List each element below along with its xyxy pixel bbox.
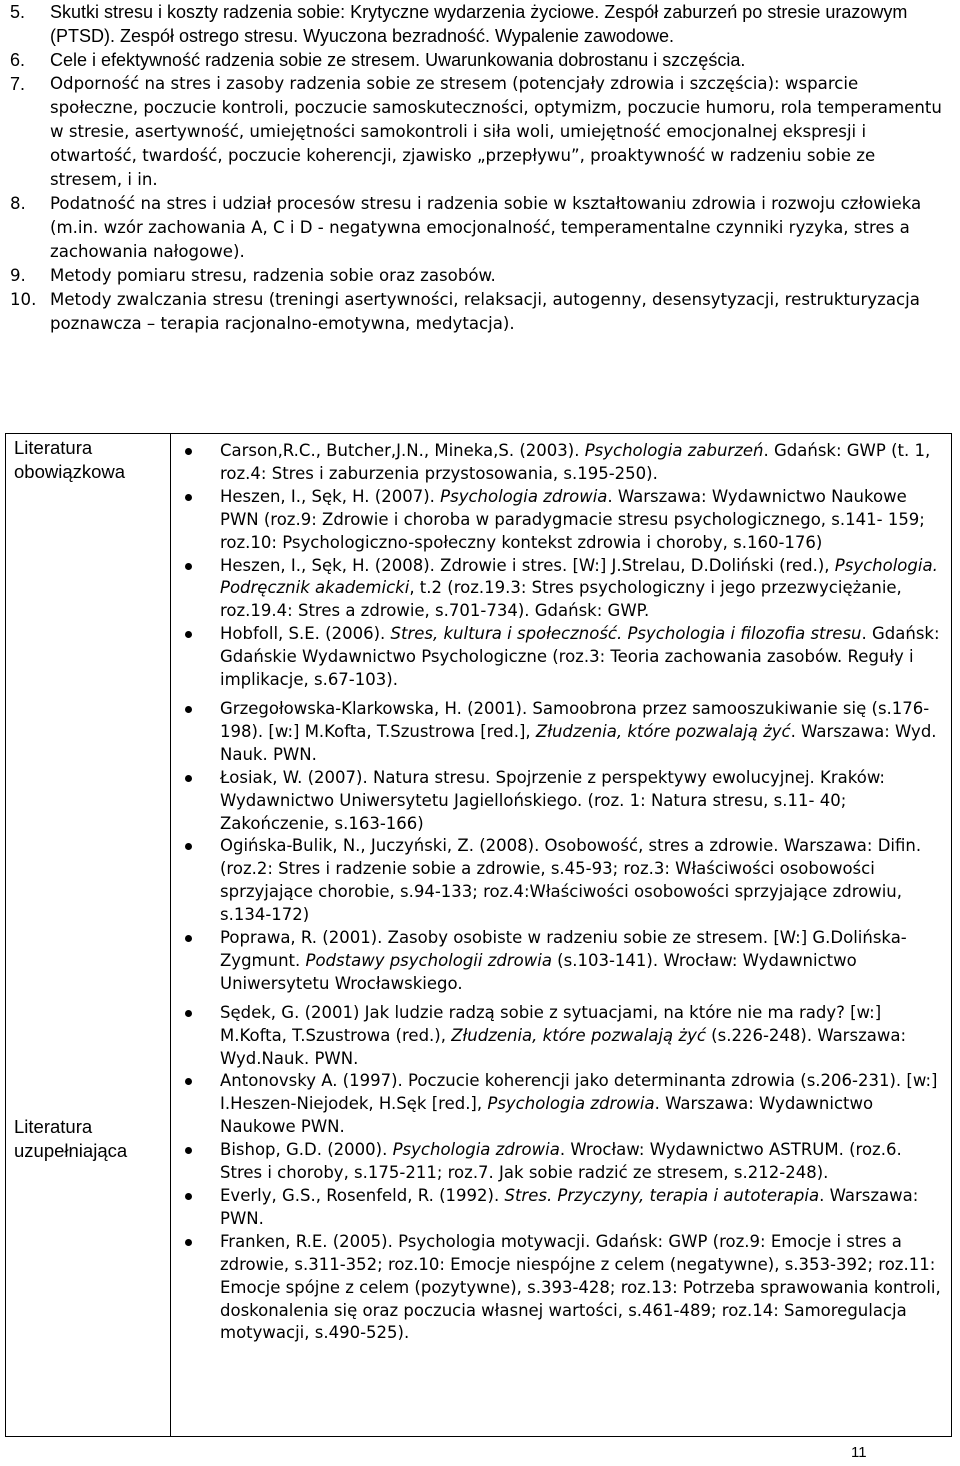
item-number: 7.: [10, 74, 26, 94]
reference-text: . Warszawa: Wyd. Nauk. PWN.: [220, 721, 937, 764]
reference-item: [171, 623, 945, 692]
reference-item: [171, 1070, 945, 1139]
reference-text: Sędek, G. (2001) Jak ludzie radzą sobie z sytuacjami, na które nie ma rady? [w:] M.Kofta, T.Szustrowa (red.),: [220, 1002, 882, 1045]
literature-table: [5, 433, 952, 1437]
reference-title: Psychologia zdrowia: [392, 1140, 560, 1160]
reference-title: Złudzenia, które pozwalają żyć: [451, 1025, 706, 1045]
literature-label-cell: [6, 434, 171, 1437]
reference-title: Psychologia zdrowia: [487, 1094, 655, 1114]
item-number: 9.: [10, 266, 26, 285]
list-item: [10, 0, 945, 48]
reference-item: [171, 486, 945, 555]
reference-text: . Gdańsk: Gdańskie Wydawnictwo Psychologiczne (roz.3: Teoria zachowania zasobów. Reguły i implikacje, s.67-103).: [220, 624, 940, 690]
item-text: Skutki stresu i koszty radzenia sobie: Krytyczne wydarzenia życiowe. Zespół zaburzeń po stresie urazowym (PTSD). Zespół ostrego stresu. Wyuczona bezradność. Wypalenie zawodowe.: [50, 2, 908, 46]
reference-title: Stres. Przyczyny, terapia i autoterapia: [504, 1186, 820, 1205]
item-text: Cele i efektywność radzenia sobie ze stresem. Uwarunkowania dobrostanu i szczęścia.: [50, 50, 746, 70]
reference-text: Ogińska-Bulik, N., Juczyński, Z. (2008). Osobowość, stres a zdrowie. Warszawa: Difin. (roz.2: Stres i radzenie sobie a zdrowie, s.45-93; roz.3: Właściwości osobowości sprzyjające chorobie, s.94-133; roz.4:Właściwości osobowości sprzyjające zdrowiu, s.134-172): [220, 836, 922, 925]
reference-text: Łosiak, W. (2007). Natura stresu. Spojrzenie z perspektywy ewolucyjnej. Kraków: Wydawnictwo Uniwersytetu Jagiellońskiego. (roz. 1: Natura stresu, s.11- 40; Zakończenie, s.163-166): [220, 767, 885, 833]
reference-text: Poprawa, R. (2001). Zasoby osobiste w radzeniu sobie ze stresem. [W:] G.Dolińska-Zygmunt.: [220, 928, 907, 970]
reference-item: [171, 1139, 945, 1185]
reference-text: Heszen, I., Sęk, H. (2008). Zdrowie i stres. [W:] J.Strelau, D.Doliński (red.),: [220, 555, 835, 575]
reference-item: [171, 1231, 945, 1346]
reference-text: Antonovsky A. (1997). Poczucie koherencji jako determinanta zdrowia (s.206-231). [w:] I.Heszen-Niejodek, H.Sęk [red.],: [220, 1071, 938, 1114]
list-item: [10, 264, 945, 288]
reference-title: Stres, kultura i społeczność. Psychologia i filozofia stresu: [390, 624, 862, 644]
item-number: 6.: [10, 50, 26, 70]
reference-item: [171, 1185, 945, 1231]
item-text: Metody zwalczania stresu (treningi asertywności, relaksacji, autogenny, desensytyzacji, restrukturyzacja poznawcza – terapia racjonalno-emotywna, medytacja).: [50, 290, 920, 333]
reference-text: Everly, G.S., Rosenfeld, R. (1992).: [220, 1186, 505, 1205]
list-item: [10, 48, 945, 72]
list-item: [10, 72, 945, 192]
reference-text: . Warszawa: Wydawnictwo Naukowe PWN (roz.9: Zdrowie i choroba w paradygmacie stresu psychologicznego, s.141- 159; roz.10: Psychologiczno-społeczny kontekst zdrowia i choroby, s.160-176): [220, 486, 925, 552]
reference-text: . Gdańsk: GWP (t. 1, roz.4: Stres i zaburzenia przystosowania, s.195-250).: [220, 441, 931, 483]
reference-title: Psychologia. Podręcznik akademicki: [220, 555, 938, 598]
reference-title: Podstawy psychologii zdrowia: [305, 950, 552, 970]
reference-item: [171, 767, 945, 836]
reference-text: Heszen, I., Sęk, H. (2007).: [220, 486, 441, 506]
reference-title: Psychologia zaburzeń: [584, 441, 764, 460]
reference-item: [171, 835, 945, 927]
reference-item: [171, 927, 945, 996]
item-number: 8.: [10, 194, 26, 213]
reference-text: Hobfoll, S.E. (2006).: [220, 624, 391, 644]
topic-list: [10, 0, 945, 336]
reference-text: . Warszawa: Wydawnictwo Naukowe PWN.: [220, 1094, 874, 1137]
list-item: [10, 288, 945, 336]
reference-text: Grzegołowska-Klarkowska, H. (2001). Samoobrona przez samooszukiwanie się (s.176-198). [w:] M.Kofta, T.Szustrowa [red.],: [220, 698, 930, 741]
reference-item: [171, 1002, 945, 1071]
reference-text: Carson,R.C., Butcher,J.N., Mineka,S. (2003).: [220, 441, 585, 460]
reference-text: . Warszawa: PWN.: [220, 1186, 919, 1228]
item-text: Podatność na stres i udział procesów stresu i radzenia sobie w kształtowaniu zdrowia i rozwoju człowieka (m.in. wzór zachowania A, C i D - negatywna emocjonalność, temperamentalne czynniki ryzyka, stres a zachowania nałogowe).: [50, 194, 922, 261]
reference-list: [171, 434, 951, 1345]
reference-item: [171, 555, 945, 624]
item-text: Metody pomiaru stresu, radzenia sobie oraz zasobów.: [50, 266, 496, 285]
page-number: 11: [851, 1444, 867, 1461]
item-text: Odporność na stres i zasoby radzenia sobie ze stresem (potencjały zdrowia i szczęścia): wsparcie społeczne, poczucie kontroli, poczucie samoskuteczności, optymizm, poczucie humoru, rola temperamentu w stresie, asertywność, umiejętności samokontroli i siła woli, umiejętność emocjonalnej ekspresji i otwartość, twardość, poczucie koherencji, zjawisko „przepływu”, proaktywność w radzeniu sobie ze stresem, i in.: [50, 74, 942, 189]
reference-text: Bishop, G.D. (2000).: [220, 1140, 393, 1160]
item-number: 10.: [10, 290, 37, 309]
reference-text: , t.2 (roz.19.3: Stres psychologiczny i jego przezwyciężanie, roz.19.4: Stres a zdrowie, s.701-734). Gdańsk: GWP.: [220, 578, 902, 621]
item-number: 5.: [10, 2, 26, 22]
reference-item: [171, 440, 945, 486]
reference-text: (s.103-141). Wrocław: Wydawnictwo Uniwersytetu Wrocławskiego.: [220, 950, 857, 993]
reference-text: Franken, R.E. (2005). Psychologia motywacji. Gdańsk: GWP (roz.9: Emocje i stres a zdrowie, s.311-352; roz.10: Emocje niespójne z celem (negatywne), s.353-392; roz.11: Emocje spójne z celem (pozytywne), s.393-428; roz.13: Potrzeba sprawowania kontroli, doskonalenia się oraz poczucia własnej wartości, s.461-489; roz.14: Samoregulacja motywacji, s.490-525).: [220, 1231, 941, 1343]
reference-item: [171, 698, 945, 767]
reference-text: . Wrocław: Wydawnictwo ASTRUM. (roz.6. Stres i choroby, s.175-211; roz.7. Jak sobie radzić ze stresem, s.212-248).: [220, 1140, 902, 1183]
reference-title: Psychologia zdrowia: [440, 486, 608, 506]
list-item: [10, 192, 945, 264]
reference-text: (s.226-248). Warszawa: Wyd.Nauk. PWN.: [220, 1025, 907, 1068]
supplementary-literature-label: Literatura uzupełniająca: [14, 1116, 128, 1161]
required-literature-label: Literatura obowiązkowa: [14, 437, 126, 482]
reference-title: Złudzenia, które pozwalają żyć: [535, 721, 791, 741]
literature-references-cell: [171, 434, 952, 1437]
